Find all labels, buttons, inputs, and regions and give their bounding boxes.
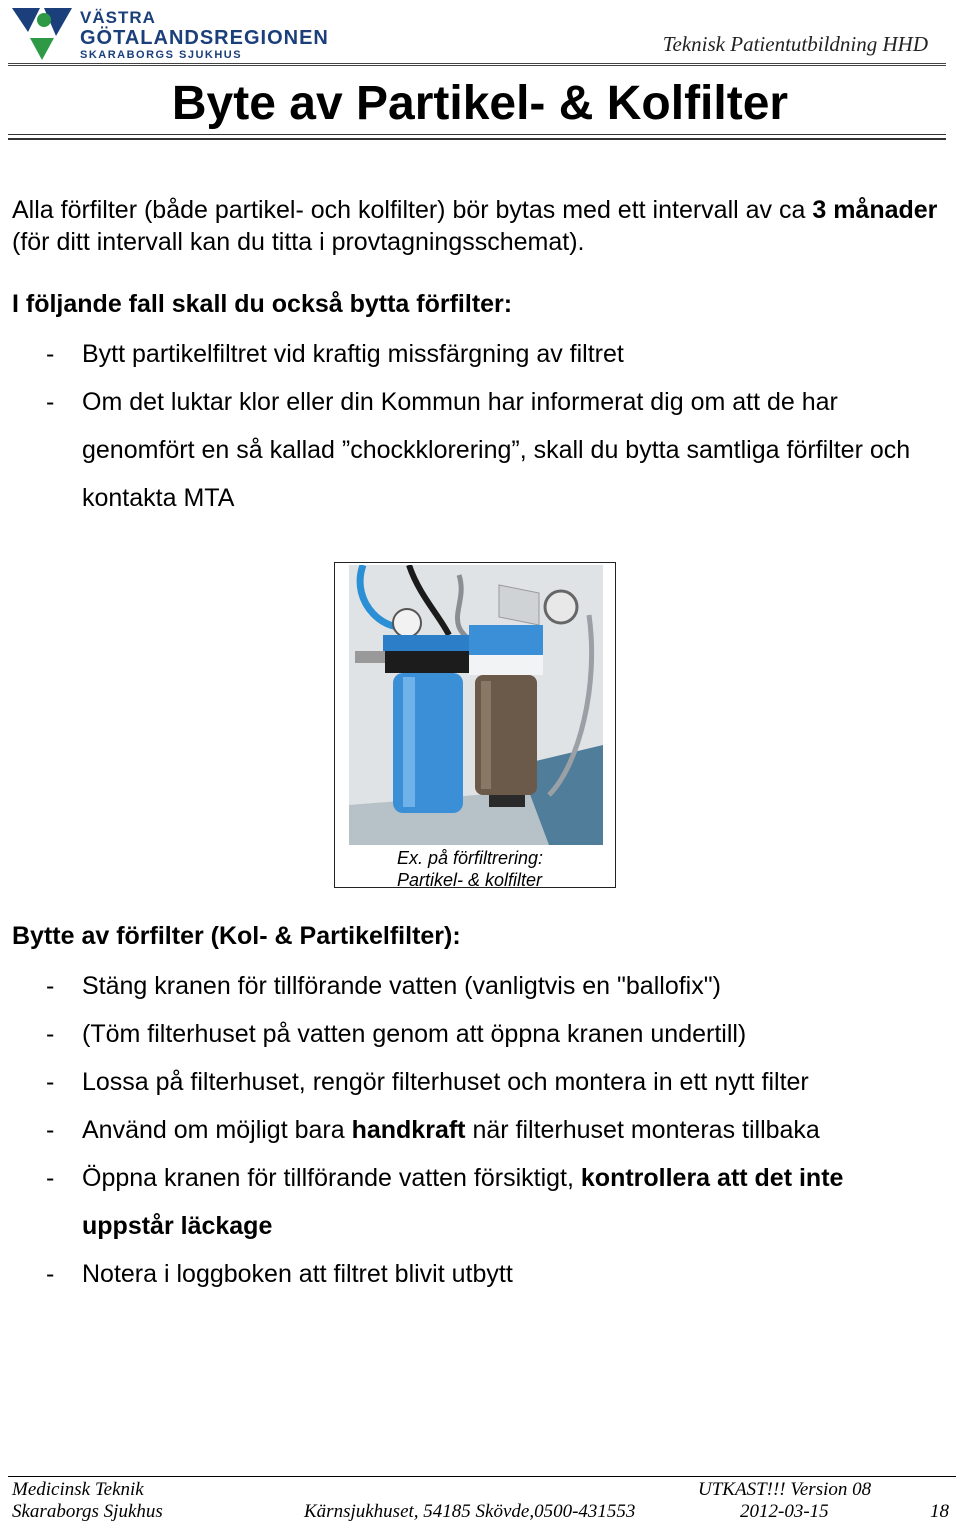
footer-dept: Medicinsk Teknik [12, 1479, 144, 1500]
dash-bullet: - [46, 340, 55, 368]
caption-line1: Ex. på förfiltrering: [397, 848, 544, 868]
figure-caption [397, 847, 543, 891]
dash-bullet: - [46, 972, 55, 1000]
page-title: Byte av Partikel- & Kolfilter [171, 77, 789, 130]
list-item-text: Bytt partikelfiltret vid kraftig missfärgning av filtret [82, 340, 624, 368]
footer-page-number: 18 [930, 1501, 949, 1522]
dash-bullet: - [46, 1164, 55, 1192]
footer-address: Kärnsjukhuset, 54185 Skövde,0500-431553 [304, 1501, 636, 1522]
list-item-pre: Öppna kranen för tillförande vatten försiktigt, [82, 1164, 581, 1192]
logo-line3: SKARABORGS SJUKHUS [80, 49, 243, 61]
dash-bullet: - [46, 1068, 55, 1096]
section2-heading: Bytte av förfilter (Kol- & Partikelfilter): [12, 922, 461, 950]
footer-rule [8, 1476, 956, 1477]
intro-part1: Alla förfilter (både partikel- och kolfilter) bör bytas med ett intervall av ca [12, 196, 813, 224]
list-item-text: Lossa på filterhuset, rengör filterhuset och montera in ett nytt filter [82, 1068, 809, 1096]
logo-text [80, 8, 329, 62]
footer-hospital: Skaraborgs Sjukhus [12, 1501, 163, 1522]
logo-line1: VÄSTRA [80, 8, 156, 27]
list-item-bold: kontrollera att det inte uppstår läckage [82, 1164, 844, 1240]
header-right-text: Teknisk Patientutbildning HHD [662, 32, 928, 56]
section2-list [12, 962, 932, 1298]
header-rule [8, 63, 946, 66]
list-item [12, 962, 932, 1010]
list-item [12, 1250, 932, 1298]
vgr-logo-icon [10, 2, 74, 62]
list-item-bold: handkraft [351, 1116, 466, 1144]
footer-date: 2012-03-15 [740, 1501, 829, 1522]
logo-line2: GÖTALANDSREGIONEN [80, 27, 329, 49]
list-item [12, 378, 932, 522]
list-item [12, 1058, 932, 1106]
list-item-text: Om det luktar klor eller din Kommun har informerat dig om att de har genomfört en så kallad ”chockklorering”, skall du bytta samtliga förfilter och kontakta MTA [82, 388, 911, 512]
dash-bullet: - [46, 1020, 55, 1048]
footer-draft: UTKAST!!! Version 08 [698, 1479, 872, 1500]
list-item-post: när filterhuset monteras tillbaka [465, 1116, 820, 1144]
list-item-pre: Använd om möjligt bara [82, 1116, 352, 1144]
list-item [12, 330, 932, 378]
vgr-logo [10, 2, 329, 66]
intro-bold: 3 månader [812, 196, 938, 224]
filter-photo [349, 565, 603, 845]
list-item [12, 1154, 932, 1250]
caption-line2: Partikel- & kolfilter [397, 870, 543, 890]
list-item [12, 1106, 932, 1154]
section1-heading: I följande fall skall du också bytta förfilter: [12, 290, 513, 318]
title-rule [8, 134, 946, 140]
list-item [12, 1010, 932, 1058]
filter-photo-figure [334, 562, 616, 888]
intro-paragraph [12, 194, 942, 258]
intro-part2: (för ditt intervall kan du titta i provtagningsschemat). [12, 228, 585, 256]
list-item-text: Notera i loggboken att filtret blivit utbytt [82, 1260, 513, 1288]
list-item-text: Stäng kranen för tillförande vatten (vanligtvis en "ballofix") [82, 972, 721, 1000]
dash-bullet: - [46, 1260, 55, 1288]
list-item-text: (Töm filterhuset på vatten genom att öppna kranen undertill) [82, 1020, 747, 1048]
dash-bullet: - [46, 388, 55, 416]
dash-bullet: - [46, 1116, 55, 1144]
section1-list [12, 330, 932, 522]
